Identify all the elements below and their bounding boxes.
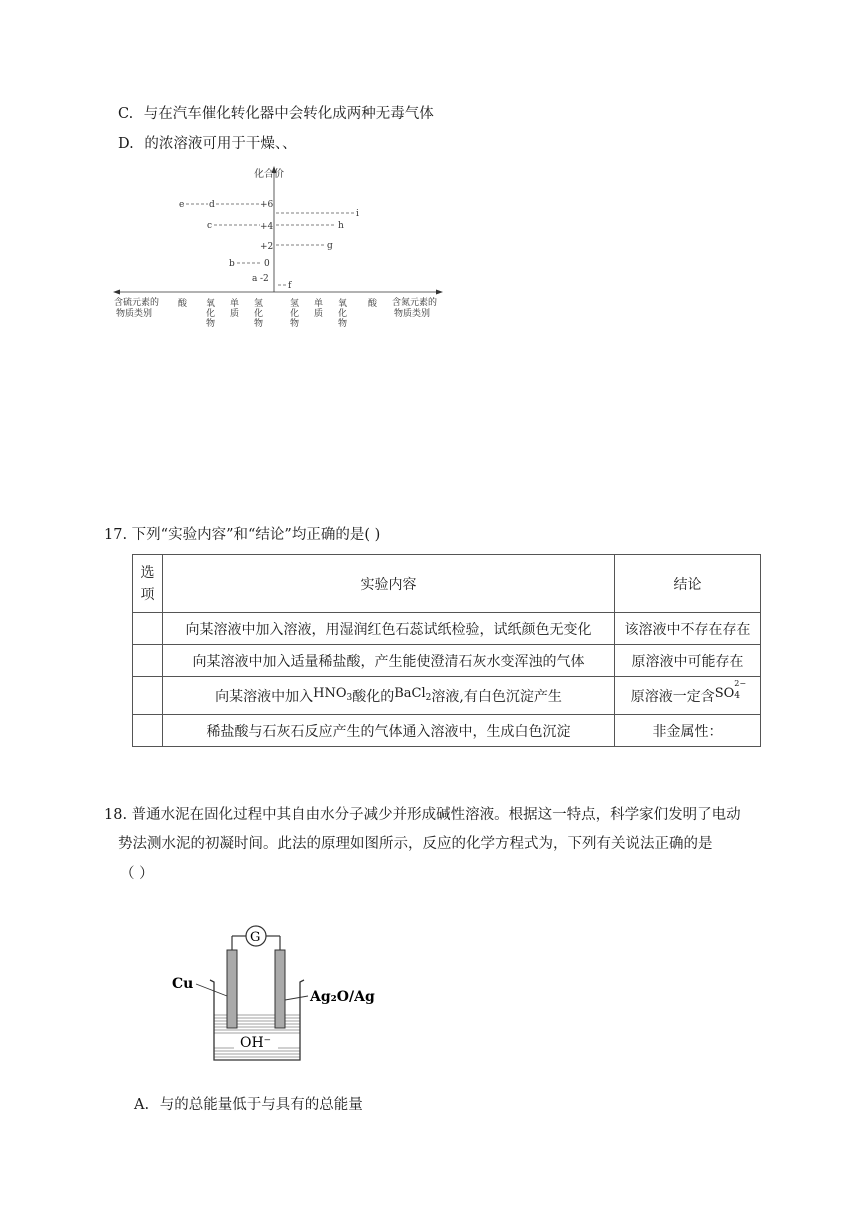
q18-option-a bbox=[134, 1095, 363, 1115]
option-d bbox=[118, 134, 297, 154]
categories-left bbox=[178, 297, 263, 329]
table-row bbox=[133, 613, 761, 645]
ag2o-ag-label: Ag₂O/Ag bbox=[310, 989, 375, 1005]
row3-conclusion-pre: 原溶液一定含 bbox=[630, 688, 715, 705]
header-option bbox=[133, 555, 163, 613]
option-d-text: 的浓溶液可用于干燥、、 bbox=[144, 136, 297, 152]
table-header-row bbox=[133, 555, 761, 613]
category-label-left-1-2: 物 bbox=[206, 319, 216, 329]
option-d-letter: D. bbox=[118, 136, 134, 152]
row3-content-post: 溶液,有白色沉淀产生 bbox=[431, 688, 562, 705]
row2-content: 向某溶液中加入适量稀盐酸，产生能使澄清石灰水变浑浊的气体 bbox=[163, 645, 615, 677]
row4-option bbox=[133, 715, 163, 747]
category-label-right-2-1: 化 bbox=[338, 309, 348, 319]
row3-conclusion bbox=[615, 677, 761, 715]
ion-sub: 4 bbox=[734, 690, 741, 701]
category-label-right-3-0: 酸 bbox=[368, 299, 378, 309]
header-content: 实验内容 bbox=[163, 555, 615, 613]
category-label-right-0-0: 氢 bbox=[290, 299, 300, 309]
category-label-left-3-1: 化 bbox=[254, 309, 264, 319]
point-h: h bbox=[338, 221, 344, 231]
point-f: f bbox=[288, 281, 292, 291]
row3-content-pre: 向某溶液中加入 bbox=[215, 688, 314, 705]
category-label-left-1-0: 氧 bbox=[206, 299, 216, 309]
electrochemical-cell-figure bbox=[168, 918, 398, 1066]
category-label-right-0-1: 化 bbox=[290, 309, 300, 319]
point-c: c bbox=[207, 221, 213, 231]
table-row bbox=[133, 677, 761, 715]
left-axis-name-2: 物质类别 bbox=[116, 309, 153, 319]
reagent-bacl2 bbox=[394, 686, 431, 701]
ion-formula: SO bbox=[714, 685, 735, 701]
row1-conclusion: 该溶液中不存在存在 bbox=[615, 613, 761, 645]
row3-content bbox=[163, 677, 615, 715]
cu-label: Cu bbox=[172, 976, 194, 992]
category-label-left-1-1: 化 bbox=[206, 309, 216, 319]
tick-plus4: +4 bbox=[260, 222, 274, 232]
right-axis-name-1: 含氮元素的 bbox=[392, 298, 438, 308]
category-label-right-0-2: 物 bbox=[290, 319, 300, 329]
point-b: b bbox=[229, 259, 235, 269]
point-d: d bbox=[209, 200, 215, 210]
point-i: i bbox=[356, 209, 359, 219]
option-a-text: 与的总能量低于与具有的总能量 bbox=[159, 1097, 363, 1113]
valence-chart bbox=[110, 160, 450, 330]
oh-ion-label: OH⁻ bbox=[240, 1035, 272, 1051]
option-c-text: 与在汽车催化转化器中会转化成两种无毒气体 bbox=[143, 106, 434, 122]
header-option-label: 选项 bbox=[140, 564, 155, 603]
reagent1-formula: HNO bbox=[313, 685, 347, 701]
row1-option bbox=[133, 613, 163, 645]
q18-stem-line2: 势法测水泥的初凝时间。此法的原理如图所示，反应的化学方程式为，下列有关说法正确的是 bbox=[118, 836, 713, 852]
row4-content: 稀盐酸与石灰石反应产生的气体通入溶液中，生成白色沉淀 bbox=[163, 715, 615, 747]
point-g: g bbox=[327, 241, 333, 251]
point-e: e bbox=[179, 200, 185, 210]
ag2o-ag-electrode bbox=[275, 950, 285, 1028]
header-conclusion: 结论 bbox=[615, 555, 761, 613]
y-axis-title: 化合价 bbox=[254, 169, 284, 180]
reagent1-sub: 3 bbox=[346, 692, 353, 703]
category-label-left-2-0: 单 bbox=[230, 299, 240, 309]
table-row bbox=[133, 715, 761, 747]
sulfate-ion bbox=[714, 678, 747, 701]
category-label-left-3-0: 氢 bbox=[254, 299, 264, 309]
tick-0: 0 bbox=[264, 259, 270, 269]
row3-content-mid: 酸化的 bbox=[352, 688, 395, 705]
tick-minus2: -2 bbox=[260, 274, 269, 284]
galvanometer-label: G bbox=[250, 930, 261, 945]
option-c-letter: C. bbox=[118, 106, 134, 122]
cu-electrode bbox=[227, 950, 237, 1028]
right-axis-name-2: 物质类别 bbox=[394, 309, 431, 319]
option-a-letter: A. bbox=[134, 1097, 150, 1113]
row3-option bbox=[133, 677, 163, 715]
reagent-hno3 bbox=[313, 686, 352, 701]
category-label-right-1-0: 单 bbox=[314, 299, 324, 309]
tick-plus6: +6 bbox=[260, 200, 274, 210]
row4-conclusion: 非金属性： bbox=[615, 715, 761, 747]
point-a: a bbox=[252, 274, 258, 284]
ion-charge: 2− bbox=[734, 678, 747, 688]
tick-plus2: +2 bbox=[260, 242, 274, 252]
categories-right bbox=[290, 297, 378, 329]
table-row bbox=[133, 645, 761, 677]
left-axis-name-1: 含硫元素的 bbox=[114, 298, 160, 308]
row2-option bbox=[133, 645, 163, 677]
category-label-left-0-0: 酸 bbox=[178, 299, 188, 309]
category-label-right-2-0: 氧 bbox=[338, 299, 348, 309]
option-c bbox=[118, 104, 434, 124]
category-label-right-1-1: 质 bbox=[314, 309, 324, 319]
q17-stem: 17. 下列“实验内容”和“结论”均正确的是( ) bbox=[104, 527, 381, 543]
reagent2-formula: BaCl bbox=[394, 685, 426, 701]
q18-stem-line1: 18. 普通水泥在固化过程中其自由水分子减少并形成碱性溶液。根据这一特点，科学家们发明了电动 bbox=[104, 807, 741, 823]
row2-conclusion: 原溶液中可能存在 bbox=[615, 645, 761, 677]
category-label-left-3-2: 物 bbox=[254, 319, 264, 329]
row1-content: 向某溶液中加入溶液，用湿润红色石蕊试纸检验，试纸颜色无变化 bbox=[163, 613, 615, 645]
category-label-right-2-2: 物 bbox=[338, 319, 348, 329]
q17-table bbox=[132, 554, 761, 747]
reagent2-sub: 2 bbox=[425, 692, 432, 703]
q18-stem-line3: （ ） bbox=[120, 866, 154, 882]
category-label-left-2-1: 质 bbox=[230, 309, 240, 319]
